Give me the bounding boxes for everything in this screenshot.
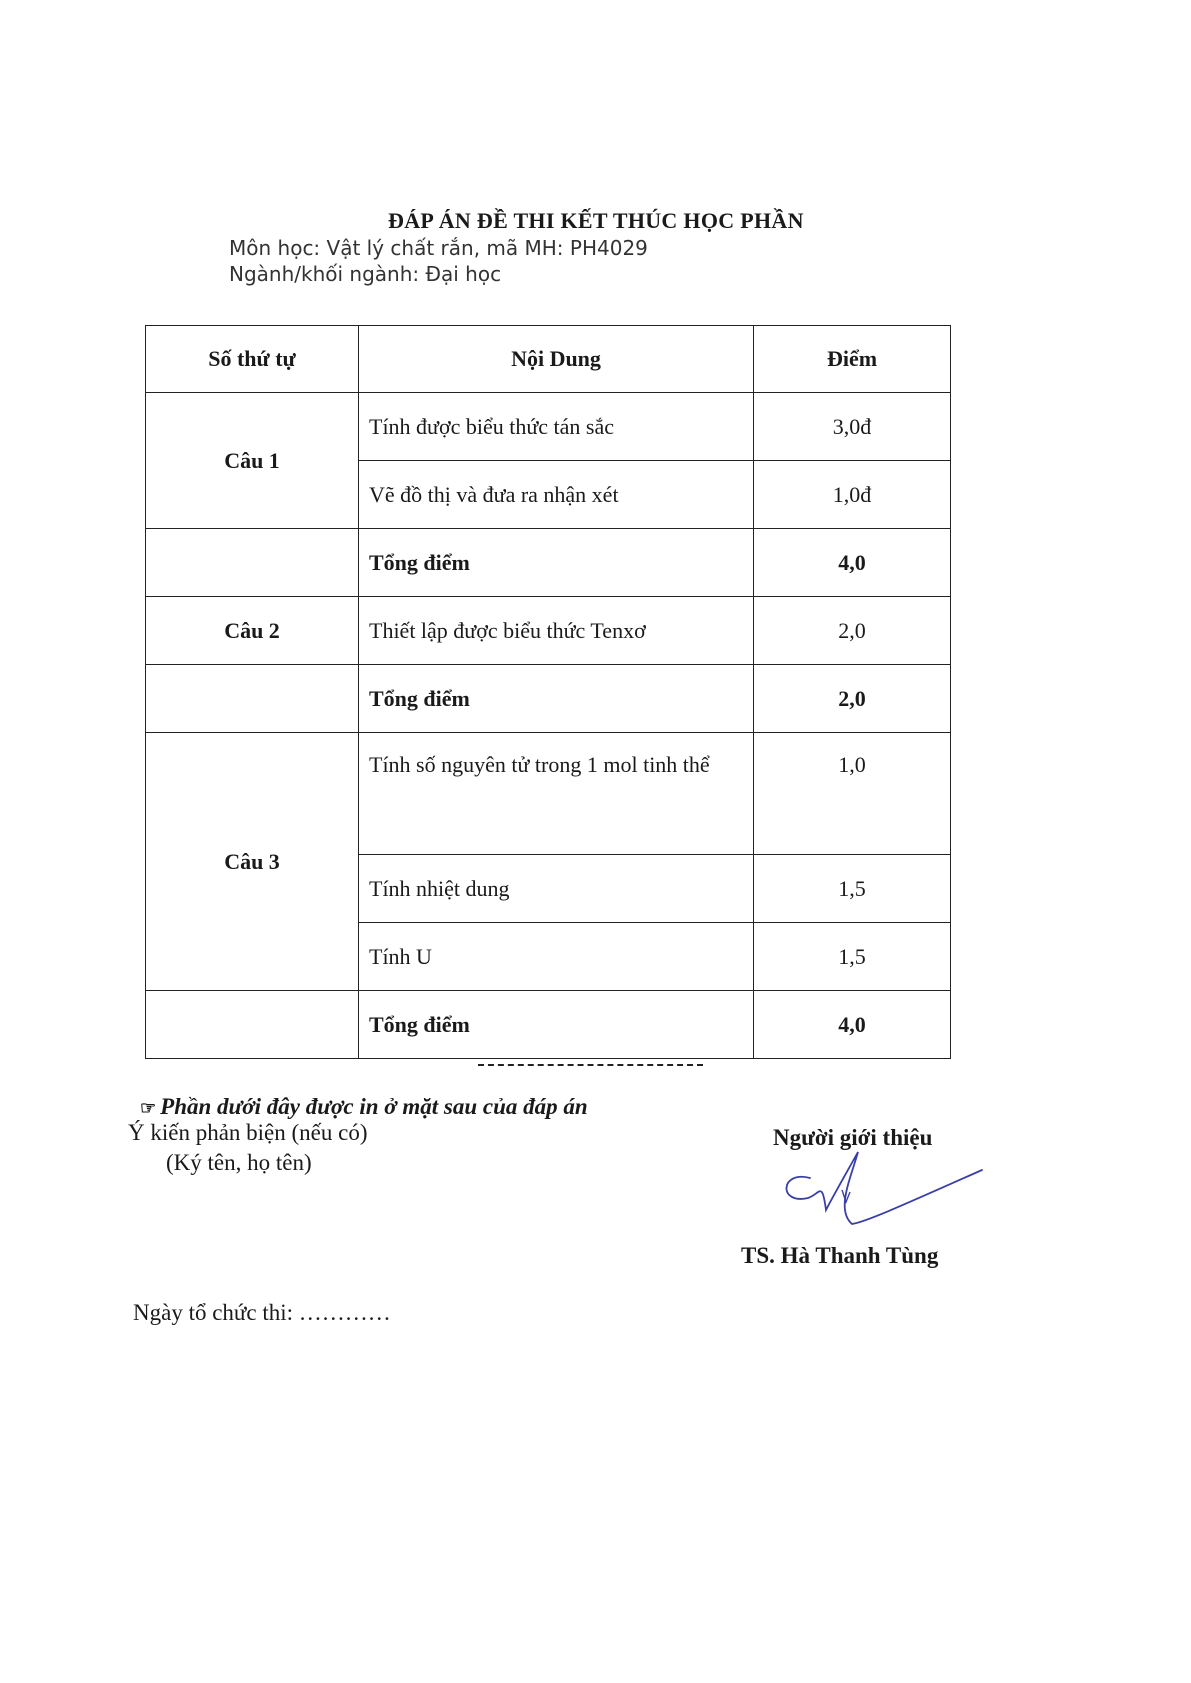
back-side-note xyxy=(140,1094,588,1120)
row-content: Tính U xyxy=(359,923,754,991)
total-label: Tổng điểm xyxy=(359,991,754,1059)
row-content: Tính số nguyên tử trong 1 mol tinh thể xyxy=(359,733,754,855)
table-row xyxy=(146,733,951,855)
header-order: Số thứ tự xyxy=(146,326,359,393)
review-sub-label: (Ký tên, họ tên) xyxy=(166,1150,312,1175)
row-score: 1,0 xyxy=(754,733,951,855)
empty-cell xyxy=(146,991,359,1059)
row-content: Vẽ đồ thị và đưa ra nhận xét xyxy=(359,461,754,529)
total-score: 4,0 xyxy=(754,991,951,1059)
row-score: 2,0 xyxy=(754,597,951,665)
header-score: Điểm xyxy=(754,326,951,393)
question-label: Câu 1 xyxy=(146,393,359,529)
header-content: Nội Dung xyxy=(359,326,754,393)
document-title: ĐÁP ÁN ĐỀ THI KẾT THÚC HỌC PHẦN xyxy=(388,208,804,233)
signature-icon xyxy=(770,1150,990,1240)
row-score: 1,5 xyxy=(754,855,951,923)
total-row xyxy=(146,665,951,733)
table-header-row xyxy=(146,326,951,393)
note-text: Phần dưới đây được in ở mặt sau của đáp án xyxy=(160,1094,588,1119)
total-score: 4,0 xyxy=(754,529,951,597)
introducer-label: Người giới thiệu xyxy=(773,1125,933,1150)
answer-key-table xyxy=(145,325,951,1059)
row-content: Tính nhiệt dung xyxy=(359,855,754,923)
total-row xyxy=(146,991,951,1059)
row-score: 3,0đ xyxy=(754,393,951,461)
row-score: 1,5 xyxy=(754,923,951,991)
table-row xyxy=(146,393,951,461)
introducer-name: TS. Hà Thanh Tùng xyxy=(741,1243,939,1268)
row-content: Tính được biểu thức tán sắc xyxy=(359,393,754,461)
dashed-divider xyxy=(478,1064,703,1066)
total-label: Tổng điểm xyxy=(359,529,754,597)
total-score: 2,0 xyxy=(754,665,951,733)
empty-cell xyxy=(146,529,359,597)
total-row xyxy=(146,529,951,597)
table-row xyxy=(146,597,951,665)
row-score: 1,0đ xyxy=(754,461,951,529)
major-line: Ngành/khối ngành: Đại học xyxy=(229,262,502,286)
exam-date-line: Ngày tổ chức thi: ………… xyxy=(133,1300,391,1325)
question-label: Câu 3 xyxy=(146,733,359,991)
total-label: Tổng điểm xyxy=(359,665,754,733)
row-content: Thiết lập được biểu thức Tenxơ xyxy=(359,597,754,665)
subject-line: Môn học: Vật lý chất rắn, mã MH: PH4029 xyxy=(229,236,648,260)
empty-cell xyxy=(146,665,359,733)
pointing-hand-icon: ☞ xyxy=(140,1098,157,1118)
review-label: Ý kiến phản biện (nếu có) xyxy=(128,1120,368,1145)
question-label: Câu 2 xyxy=(146,597,359,665)
